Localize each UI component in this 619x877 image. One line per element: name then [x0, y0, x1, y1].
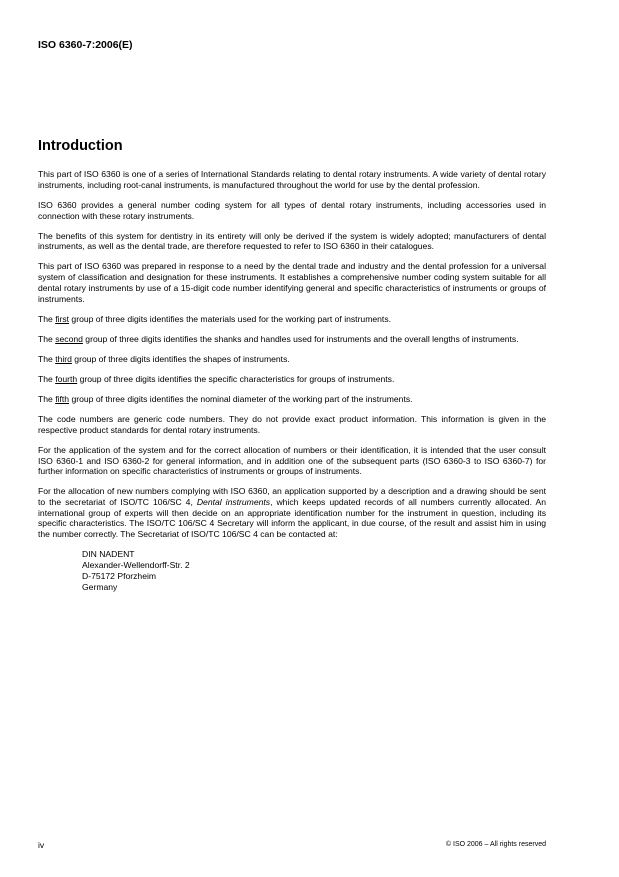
group-ordinal: fifth	[55, 393, 70, 404]
group-ordinal: fourth	[55, 373, 78, 384]
paragraph-group-fifth	[38, 394, 546, 405]
group-description: group of three digits identifies the materials used for the working part of instruments.	[69, 313, 391, 324]
paragraph-application: For the application of the system and for the correct allocation of numbers or their identification, it is intended that the user consult ISO 6360-1 and ISO 6360-2 for general information, and in addition one of the subsequent parts (ISO 6360-3 to ISO 6360-7) for further information on specific characteristics of instruments or groups of instruments.	[38, 444, 546, 477]
group-ordinal: second	[55, 333, 83, 344]
page-number: iv	[38, 840, 45, 850]
secretariat-address	[82, 549, 546, 593]
paragraph-scope: This part of ISO 6360 is one of a series of International Standards relating to dental rotary instruments. A wide variety of dental rotary instruments, including root-canal instruments, is manufactured throughout the world for use by the dental profession.	[38, 169, 546, 190]
paragraph-group-first	[38, 314, 546, 325]
group-prefix: The	[38, 393, 56, 404]
copyright-notice: © ISO 2006 – All rights reserved	[445, 841, 546, 848]
address-street: Alexander-Wellendorff-Str. 2	[82, 560, 190, 571]
paragraph-coding-system: ISO 6360 provides a general number coding system for all types of dental rotary instruments, including accessories used in connection with these rotary instruments.	[38, 199, 546, 221]
document-id-header: ISO 6360-7:2006(E)	[38, 39, 133, 51]
group-prefix: The	[38, 353, 56, 364]
group-description: group of three digits identifies the shanks and handles used for instruments and the overall lengths of instruments.	[82, 333, 519, 344]
paragraph-purpose: This part of ISO 6360 was prepared in response to a need by the dental trade and industry and the dental profession for a universal system of classification and designation for these instruments. It establishes a comprehensive number coding system suitable for all dental rotary instruments by use of a 15-digit code number identifying general and specific characteristics of instruments or groups of instruments.	[38, 261, 546, 304]
allocation-text-end: , which keeps updated records of all numbers currently allocated. An international group of experts will then decide on an appropriate identification number for the instrument in question, including its specific characteristics. The ISO/TC 106/SC 4 Secretary will inform the applicant, in due course, of the result and assist him in using the number correctly. The Secretariat of ISO/TC 106/SC 4 can be contacted at:	[38, 497, 546, 540]
group-ordinal: first	[55, 313, 70, 324]
committee-title: Dental instruments	[196, 497, 271, 508]
group-prefix: The	[38, 373, 56, 384]
group-description: group of three digits identifies the nominal diameter of the working part of the instruments.	[69, 393, 413, 404]
paragraph-group-third	[38, 354, 546, 365]
address-city: D-75172 Pforzheim	[82, 571, 157, 582]
introduction-body	[38, 169, 546, 593]
paragraph-generic-codes: The code numbers are generic code numbers. They do not provide exact product information. This information is given in the respective product standards for dental rotary instruments.	[38, 414, 546, 435]
group-prefix: The	[38, 333, 56, 344]
paragraph-group-second	[38, 334, 546, 345]
group-description: group of three digits identifies the shapes of instruments.	[71, 353, 290, 364]
paragraph-benefits: The benefits of this system for dentistry in its entirety will only be derived if the system is widely adopted; manufacturers of dental instruments, as well as the dental trade, are therefore requested to refer to ISO 6360 in their catalogues.	[38, 230, 546, 252]
section-title: Introduction	[38, 138, 123, 154]
group-prefix: The	[38, 313, 56, 324]
paragraph-group-fourth	[38, 374, 546, 385]
paragraph-allocation	[38, 486, 546, 540]
address-country: Germany	[82, 582, 118, 593]
allocation-text-start: For the allocation of new numbers complying with ISO 6360, an application supported by a description and a drawing should be sent to the secretariat of ISO/TC 106/SC 4,	[38, 486, 546, 508]
address-organization: DIN NADENT	[82, 549, 135, 560]
group-ordinal: third	[55, 353, 72, 364]
group-description: group of three digits identifies the specific characteristics for groups of instruments.	[77, 373, 395, 384]
